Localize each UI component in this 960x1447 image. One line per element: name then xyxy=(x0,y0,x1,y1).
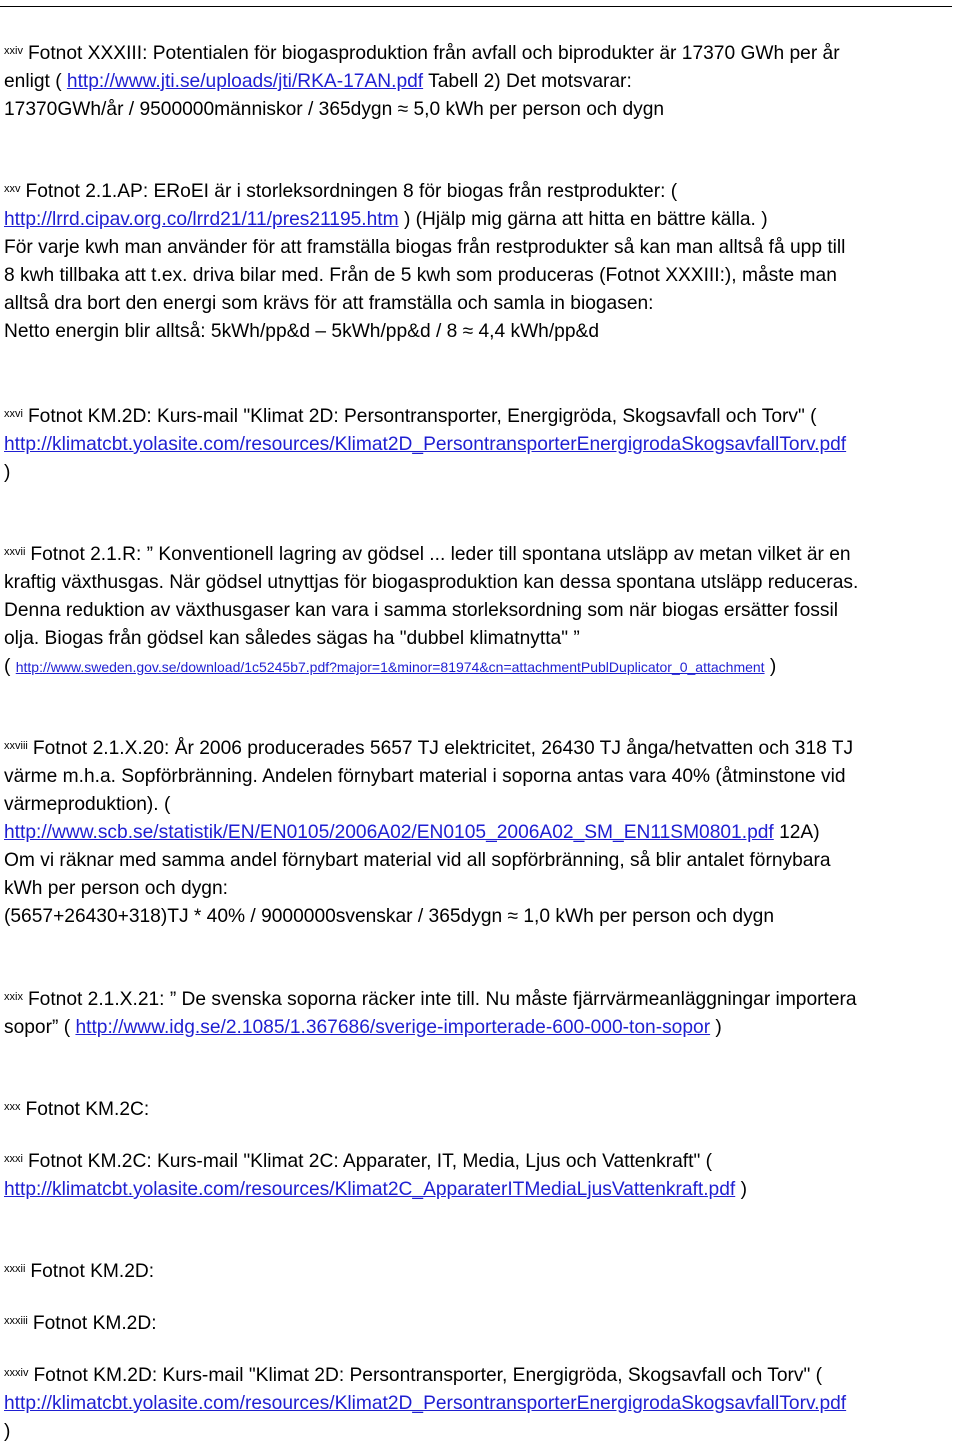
source-link[interactable]: http://www.jti.se/uploads/jti/RKA-17AN.pdf xyxy=(66,71,424,92)
footnote-xxv xyxy=(4,178,952,346)
footnote-text: Fotnot XXXIII: Potentialen för biogasproduktion från avfall och biprodukter är 17370 GWh per år xyxy=(27,43,840,64)
footnote-text: Fotnot 2.1.R: ” Konventionell lagring av gödsel ... leder till spontana utsläpp av metan vilket är en xyxy=(30,544,851,565)
footnote-text: enligt ( xyxy=(4,71,67,92)
footnote-text: Fotnot KM.2C: xyxy=(25,1099,150,1120)
footnote-marker: xxvi xyxy=(4,408,23,420)
footnote-marker: xxxiv xyxy=(4,1367,29,1379)
footnote-line xyxy=(4,403,952,431)
source-link[interactable]: http://www.sweden.gov.se/download/1c5245b7.pdf?major=1&minor=81974&cn=attachmentPublDuplicator_0_attachment xyxy=(15,659,765,675)
footnote-text: 12A) xyxy=(773,822,820,843)
footnote-xxvii xyxy=(4,541,952,681)
footnote-text: Fotnot KM.2D: Kurs-mail "Klimat 2D: Persontransporter, Energigröda, Skogsavfall och Torv" ( xyxy=(27,406,817,427)
footnote-line: ) xyxy=(4,462,11,483)
footnote-marker: xxiv xyxy=(4,45,23,57)
footnote-line xyxy=(4,1014,952,1042)
footnote-line xyxy=(4,735,952,763)
footnote-line xyxy=(4,68,952,96)
footnote-line xyxy=(4,541,952,569)
footnote-text: Fotnot KM.2D: xyxy=(32,1313,157,1334)
footnote-line: kraftig växthusgas. När gödsel utnyttjas för biogasproduktion kan dessa spontana utsläpp reduceras. xyxy=(4,572,859,593)
footnote-xxxii xyxy=(4,1258,952,1286)
footnote-line: För varje kwh man använder för att framställa biogas från restprodukter så kan man alltså få upp till xyxy=(4,237,846,258)
footnote-line xyxy=(4,1390,952,1418)
footnote-line xyxy=(4,819,952,847)
footnote-text: ( xyxy=(4,656,16,677)
footnote-line: 17370GWh/år / 9500000människor / 365dygn ≈ 5,0 kWh per person och dygn xyxy=(4,99,665,120)
footnote-xxxi xyxy=(4,1148,952,1204)
footnote-marker: xxv xyxy=(4,183,21,195)
footnote-text: ) xyxy=(764,656,777,677)
source-link[interactable]: http://klimatcbt.yolasite.com/resources/Klimat2D_PersontransporterEnergigrodaSkogsavfallTorv.pdf xyxy=(4,434,847,455)
footnote-marker: xxviii xyxy=(4,740,28,752)
source-link[interactable]: http://lrrd.cipav.org.co/lrrd21/11/pres21195.htm xyxy=(4,209,399,230)
footnote-marker: xxix xyxy=(4,991,23,1003)
footnote-xxviii xyxy=(4,735,952,931)
footnote-line xyxy=(4,206,952,234)
source-link[interactable]: http://www.idg.se/2.1085/1.367686/sverige-importerade-600-000-ton-sopor xyxy=(75,1017,711,1038)
footnote-line xyxy=(4,653,952,681)
footnote-line: värmeproduktion). ( xyxy=(4,794,171,815)
footnote-marker: xxxii xyxy=(4,1263,26,1275)
source-link[interactable]: http://klimatcbt.yolasite.com/resources/Klimat2D_PersontransporterEnergigrodaSkogsavfallTorv.pdf xyxy=(4,1393,847,1414)
footnote-text: Fotnot 2.1.X.20: År 2006 producerades 5657 TJ elektricitet, 26430 TJ ånga/hetvatten och 318 TJ xyxy=(32,738,854,759)
source-link[interactable]: http://www.scb.se/statistik/EN/EN0105/2006A02/EN0105_2006A02_SM_EN11SM0801.pdf xyxy=(4,822,774,843)
footnote-line: Netto energin blir alltså: 5kWh/pp&d – 5kWh/pp&d / 8 ≈ 4,4 kWh/pp&d xyxy=(4,321,599,342)
footnote-text: Tabell 2) Det motsvarar: xyxy=(423,71,632,92)
footnote-text: ) xyxy=(735,1179,747,1200)
footnote-xxix xyxy=(4,986,952,1042)
footnote-text: Fotnot KM.2C: Kurs-mail "Klimat 2C: Apparater, IT, Media, Ljus och Vattenkraft" ( xyxy=(27,1151,712,1172)
footnote-text: Fotnot 2.1.AP: ERoEI är i storleksordningen 8 för biogas från restprodukter: ( xyxy=(25,181,678,202)
footnote-xxiv xyxy=(4,40,952,124)
footnote-xxvi xyxy=(4,403,952,487)
footnote-line xyxy=(4,1362,952,1390)
footnote-xxxiv xyxy=(4,1362,952,1446)
footnote-line xyxy=(4,1096,952,1124)
footnote-marker: xxxi xyxy=(4,1153,23,1165)
footnote-line: Denna reduktion av växthusgaser kan vara i samma storleksordning som när biogas ersätter fossil xyxy=(4,600,838,621)
footnote-line: ) xyxy=(4,1421,11,1442)
page-top-rule xyxy=(0,6,952,7)
footnote-line xyxy=(4,40,952,68)
footnote-line: alltså dra bort den energi som krävs för att framställa och samla in biogasen: xyxy=(4,293,654,314)
footnote-line xyxy=(4,986,952,1014)
footnote-xxx xyxy=(4,1096,952,1124)
footnote-line: Om vi räknar med samma andel förnybart material vid all sopförbränning, så blir antalet förnybara xyxy=(4,850,831,871)
footnote-line xyxy=(4,1310,952,1338)
footnote-marker: xxvii xyxy=(4,546,26,558)
footnote-line xyxy=(4,431,952,459)
footnote-line: kWh per person och dygn: xyxy=(4,878,228,899)
footnote-line xyxy=(4,1258,952,1286)
footnote-line: olja. Biogas från gödsel kan således sägas ha "dubbel klimatnytta" ” xyxy=(4,628,580,649)
footnote-text: Fotnot KM.2D: Kurs-mail "Klimat 2D: Persontransporter, Energigröda, Skogsavfall och Torv" ( xyxy=(33,1365,823,1386)
footnote-line: (5657+26430+318)TJ * 40% / 9000000svenskar / 365dygn ≈ 1,0 kWh per person och dygn xyxy=(4,906,775,927)
footnote-text: sopor” ( xyxy=(4,1017,76,1038)
footnote-text: ) xyxy=(710,1017,722,1038)
footnote-text: Fotnot 2.1.X.21: ” De svenska soporna räcker inte till. Nu måste fjärrvärmeanläggningar importera xyxy=(27,989,857,1010)
footnote-text: Fotnot KM.2D: xyxy=(30,1261,155,1282)
footnote-line xyxy=(4,178,952,206)
footnote-marker: xxxiii xyxy=(4,1315,28,1327)
footnote-xxxiii xyxy=(4,1310,952,1338)
footnote-line xyxy=(4,1176,952,1204)
footnote-line: 8 kwh tillbaka att t.ex. driva bilar med. Från de 5 kwh som produceras (Fotnot XXXIII:), måste man xyxy=(4,265,837,286)
source-link[interactable]: http://klimatcbt.yolasite.com/resources/Klimat2C_ApparaterITMediaLjusVattenkraft.pdf xyxy=(4,1179,736,1200)
footnote-marker: xxx xyxy=(4,1101,21,1113)
footnote-line xyxy=(4,1148,952,1176)
footnote-text: ) (Hjälp mig gärna att hitta en bättre källa. ) xyxy=(398,209,768,230)
footnote-line: värme m.h.a. Sopförbränning. Andelen förnybart material i soporna antas vara 40% (åtminstone vid xyxy=(4,766,846,787)
